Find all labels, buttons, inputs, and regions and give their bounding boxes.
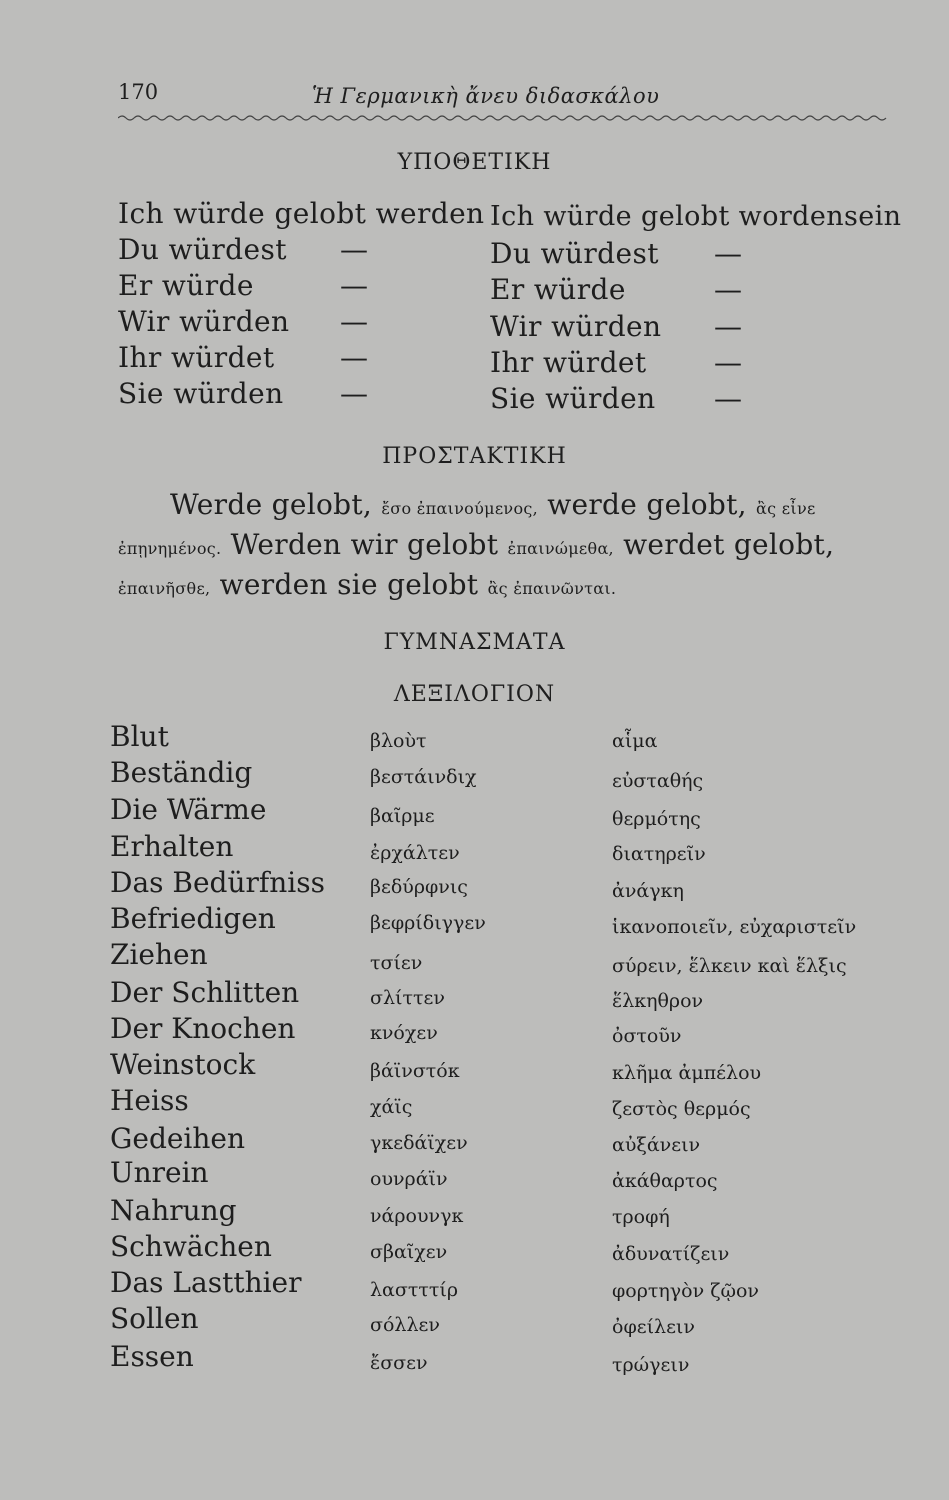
conj-right-3: Er würde bbox=[490, 273, 626, 306]
vocab-german-5: Das Bedürfniss bbox=[110, 866, 325, 899]
vocab-german-15: Schwächen bbox=[110, 1230, 272, 1263]
imperative-line-3 bbox=[118, 568, 616, 601]
imp-3c: ἂς ἐπαινῶνται. bbox=[487, 579, 617, 598]
vocab-greek-10: κλῆμα ἀμπέλου bbox=[612, 1062, 762, 1084]
vocab-greek-17: ὀφείλειν bbox=[612, 1316, 695, 1338]
conj-right-4-dash: — bbox=[714, 310, 742, 343]
vocab-greek-6: ἱκανοποιεῖν, εὐχαριστεῖν bbox=[612, 916, 857, 938]
conj-right-3-dash: — bbox=[714, 273, 742, 306]
vocab-greek-18: τρώγειν bbox=[612, 1354, 690, 1376]
vocab-german-8: Der Schlitten bbox=[110, 976, 300, 1009]
vocabulary-heading: ΛΕΞΙΛΟΓΙΟΝ bbox=[393, 682, 556, 707]
vocab-german-4: Erhalten bbox=[110, 830, 234, 863]
conj-left-4: Wir würden bbox=[118, 305, 290, 338]
imperative-line-2 bbox=[118, 528, 834, 561]
vocab-translit-9: κνόχεν bbox=[370, 1022, 438, 1044]
vocab-translit-15: σβαῖχεν bbox=[370, 1241, 448, 1263]
vocab-german-11: Heiss bbox=[110, 1084, 189, 1117]
vocab-translit-6: βεφρίδιγγεν bbox=[370, 912, 486, 934]
vocab-german-9: Der Knochen bbox=[110, 1012, 296, 1045]
vocab-greek-14: τροφή bbox=[612, 1206, 670, 1228]
vocab-translit-2: βεστάινδιχ bbox=[370, 766, 477, 788]
vocab-german-6: Befriedigen bbox=[110, 902, 276, 935]
vocab-translit-4: ἐρχάλτεν bbox=[370, 842, 460, 864]
conj-left-2: Du würdest bbox=[118, 233, 287, 266]
hypothetical-heading: ΥΠΟΘΕΤΙΚΗ bbox=[397, 150, 552, 175]
vocab-translit-1: βλοὺτ bbox=[370, 730, 427, 752]
vocab-translit-13: ουνράϊν bbox=[370, 1168, 448, 1190]
vocab-german-10: Weinstock bbox=[110, 1048, 256, 1081]
vocab-greek-5: ἀνάγκη bbox=[612, 880, 684, 902]
vocab-translit-8: σλίττεν bbox=[370, 987, 445, 1009]
conj-left-1: Ich würde gelobt werden bbox=[118, 197, 485, 230]
vocab-translit-12: γκεδάϊχεν bbox=[370, 1132, 468, 1154]
vocab-translit-10: βάϊνστόκ bbox=[370, 1060, 460, 1082]
vocab-translit-5: βεδύρφνις bbox=[370, 876, 468, 898]
vocab-german-18: Essen bbox=[110, 1340, 194, 1373]
imp-3a: ἐπαινῆσθε, bbox=[118, 579, 211, 598]
imp-1d: ἂς εἶνε bbox=[756, 499, 816, 518]
vocab-translit-3: βαῖρμε bbox=[370, 805, 435, 827]
imp-2d: werdet gelobt, bbox=[623, 528, 835, 561]
vocab-greek-4: διατηρεῖν bbox=[612, 843, 706, 865]
conj-right-4: Wir würden bbox=[490, 310, 662, 343]
conj-left-4-dash: — bbox=[340, 305, 368, 338]
imp-1b: ἔσο ἐπαινούμενος, bbox=[381, 499, 539, 518]
vocab-translit-18: ἔσσεν bbox=[370, 1352, 428, 1374]
conj-right-6: Sie würden bbox=[490, 382, 656, 415]
imperative-heading: ΠΡΟΣΤΑΚΤΙΚΗ bbox=[382, 444, 567, 469]
conj-right-2-dash: — bbox=[714, 237, 742, 270]
conj-left-3-dash: — bbox=[340, 269, 368, 302]
imp-2b: Werden wir gelobt bbox=[230, 528, 499, 561]
vocab-greek-16: φορτηγὸν ζῷον bbox=[612, 1280, 759, 1302]
page-number: 170 bbox=[118, 80, 159, 104]
vocab-greek-13: ἀκάθαρτος bbox=[612, 1170, 718, 1192]
conj-left-3: Er würde bbox=[118, 269, 254, 302]
vocab-translit-11: χάϊς bbox=[370, 1096, 413, 1118]
vocab-german-17: Sollen bbox=[110, 1302, 199, 1335]
vocab-translit-7: τσίεν bbox=[370, 952, 423, 974]
vocab-greek-8: ἕλκηθρον bbox=[612, 990, 704, 1012]
conj-left-6: Sie würden bbox=[118, 377, 284, 410]
vocab-german-14: Nahrung bbox=[110, 1194, 237, 1227]
conj-right-2: Du würdest bbox=[490, 237, 659, 270]
imp-1c: werde gelobt, bbox=[547, 488, 747, 521]
vocab-greek-12: αὐξάνειν bbox=[612, 1134, 701, 1156]
vocab-greek-11: ζεστὸς θερμός bbox=[612, 1098, 751, 1120]
conj-right-5-dash: — bbox=[714, 346, 742, 379]
header-wavy-rule bbox=[118, 114, 890, 122]
vocab-greek-2: εὐσταθής bbox=[612, 770, 704, 792]
imp-3b: werden sie gelobt bbox=[219, 568, 479, 601]
vocab-german-2: Beständig bbox=[110, 756, 253, 789]
conj-left-5-dash: — bbox=[340, 341, 368, 374]
conj-right-1: Ich würde gelobt wordensein bbox=[490, 201, 902, 232]
vocab-greek-7: σύρειν, ἕλκειν καὶ ἕλξις bbox=[612, 955, 847, 977]
imp-1a: Werde gelobt, bbox=[170, 488, 373, 521]
imp-2c: ἐπαινώμεθα, bbox=[507, 539, 614, 558]
vocab-greek-3: θερμότης bbox=[612, 808, 701, 830]
vocab-greek-9: ὀστοῦν bbox=[612, 1025, 682, 1047]
vocab-german-12: Gedeihen bbox=[110, 1122, 246, 1155]
vocab-greek-1: αἷμα bbox=[612, 730, 658, 752]
vocab-translit-17: σόλλεν bbox=[370, 1314, 440, 1336]
vocab-german-16: Das Lastthier bbox=[110, 1266, 302, 1299]
vocab-translit-16: λαστττίρ bbox=[370, 1279, 458, 1301]
exercises-heading: ΓΥΜΝΑΣΜΑΤΑ bbox=[383, 630, 566, 655]
vocab-german-3: Die Wärme bbox=[110, 793, 267, 826]
vocab-translit-14: νάρουνγκ bbox=[370, 1205, 464, 1227]
running-title: Ἡ Γερμανικὴ ἄνευ διδασκάλου bbox=[312, 84, 660, 108]
conj-left-2-dash: — bbox=[340, 233, 368, 266]
vocab-german-7: Ziehen bbox=[110, 938, 208, 971]
imperative-line-1 bbox=[170, 488, 816, 521]
conj-left-6-dash: — bbox=[340, 377, 368, 410]
conj-right-5: Ihr würdet bbox=[490, 346, 647, 379]
conj-right-6-dash: — bbox=[714, 382, 742, 415]
imp-2a: ἐπῃνημένος. bbox=[118, 539, 222, 558]
conj-left-5: Ihr würdet bbox=[118, 341, 275, 374]
vocab-german-1: Blut bbox=[110, 720, 169, 753]
vocab-greek-15: ἀδυνατίζειν bbox=[612, 1243, 730, 1265]
vocab-german-13: Unrein bbox=[110, 1156, 209, 1189]
